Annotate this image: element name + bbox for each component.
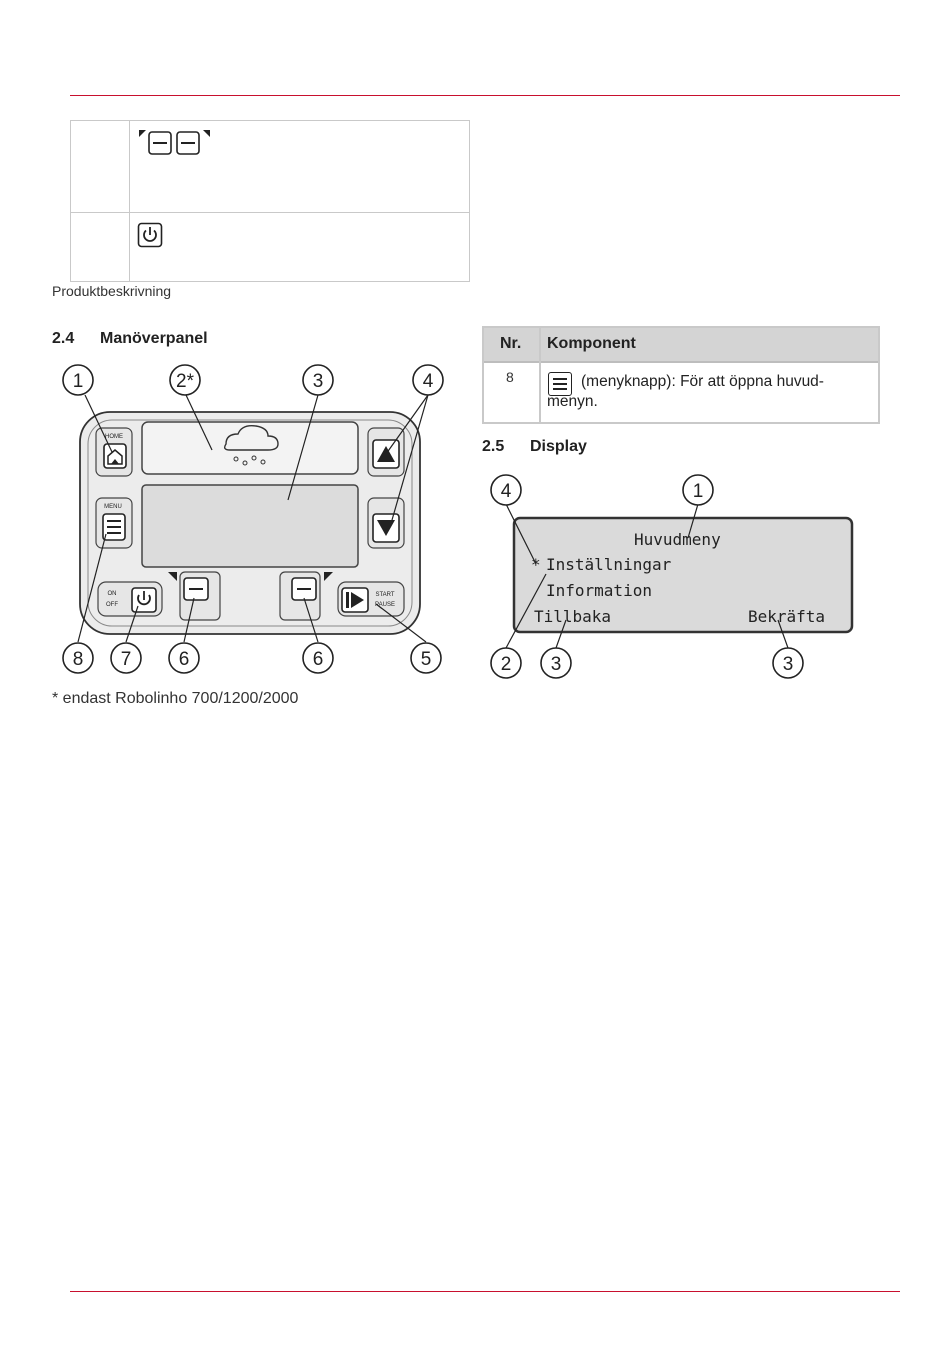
table-header — [484, 328, 878, 363]
two-dash-buttons-icon — [137, 128, 227, 158]
footnote: * endast Robolinho 700/1200/2000 — [52, 690, 299, 707]
section-title-display — [482, 438, 587, 456]
callout-label: 2 — [500, 654, 512, 675]
display-title: Huvudmeny — [634, 530, 721, 549]
off-label: OFF — [106, 602, 118, 608]
callout-label: 1 — [692, 481, 704, 502]
callout-label: 8 — [72, 649, 84, 670]
softkey-label-back[interactable]: Tillbaka — [534, 607, 612, 626]
component-table — [482, 326, 880, 424]
table-cell-component: (menyknapp): För att öppna huvud-menyn. — [547, 373, 824, 410]
page-caption: Produktbeskrivning — [52, 283, 172, 299]
lcd-content — [514, 518, 852, 632]
on-label: ON — [107, 591, 117, 597]
table-divider — [71, 212, 469, 213]
header-nr: Nr. — [500, 335, 522, 352]
header-rule — [70, 95, 900, 96]
callout-label: 3 — [312, 371, 324, 392]
callout-label: 5 — [420, 649, 432, 670]
softkey-label-confirm[interactable]: Bekräfta — [748, 607, 826, 626]
section-heading: Manöverpanel — [100, 330, 208, 347]
section-title-panel — [52, 330, 208, 348]
pause-label: PAUSE — [375, 602, 395, 608]
power-icon — [137, 222, 163, 248]
table-cell-nr: 8 — [506, 369, 514, 385]
footer-rule — [70, 1291, 900, 1292]
section-number: 2.5 — [482, 438, 505, 455]
callout-label: 1 — [72, 371, 84, 392]
menu-item-settings[interactable]: Inställningar — [546, 555, 672, 574]
table-divider — [539, 328, 541, 422]
section-heading: Display — [530, 438, 587, 455]
callout-label: 2* — [176, 371, 194, 392]
menu-item-information[interactable]: Information — [546, 581, 652, 600]
callout-label: 4 — [422, 371, 434, 392]
header-component: Komponent — [547, 335, 636, 352]
callout-label: 6 — [178, 649, 190, 670]
table-divider — [129, 121, 130, 281]
home-label: HOME — [105, 434, 123, 440]
play-pause-icon — [346, 592, 349, 608]
callout-label: 4 — [500, 481, 512, 502]
top-table — [70, 120, 470, 282]
callout-label: 3 — [782, 654, 794, 675]
section-number: 2.4 — [52, 330, 75, 347]
menu-label: MENU — [104, 504, 122, 510]
callout-label: 7 — [120, 649, 132, 670]
main-display — [142, 485, 358, 567]
callout-label: 3 — [550, 654, 562, 675]
callout-label: 6 — [312, 649, 324, 670]
start-label: START — [375, 592, 395, 598]
cursor-marker: * — [531, 555, 541, 574]
control-panel-diagram — [40, 360, 460, 680]
weather-display — [142, 422, 358, 474]
